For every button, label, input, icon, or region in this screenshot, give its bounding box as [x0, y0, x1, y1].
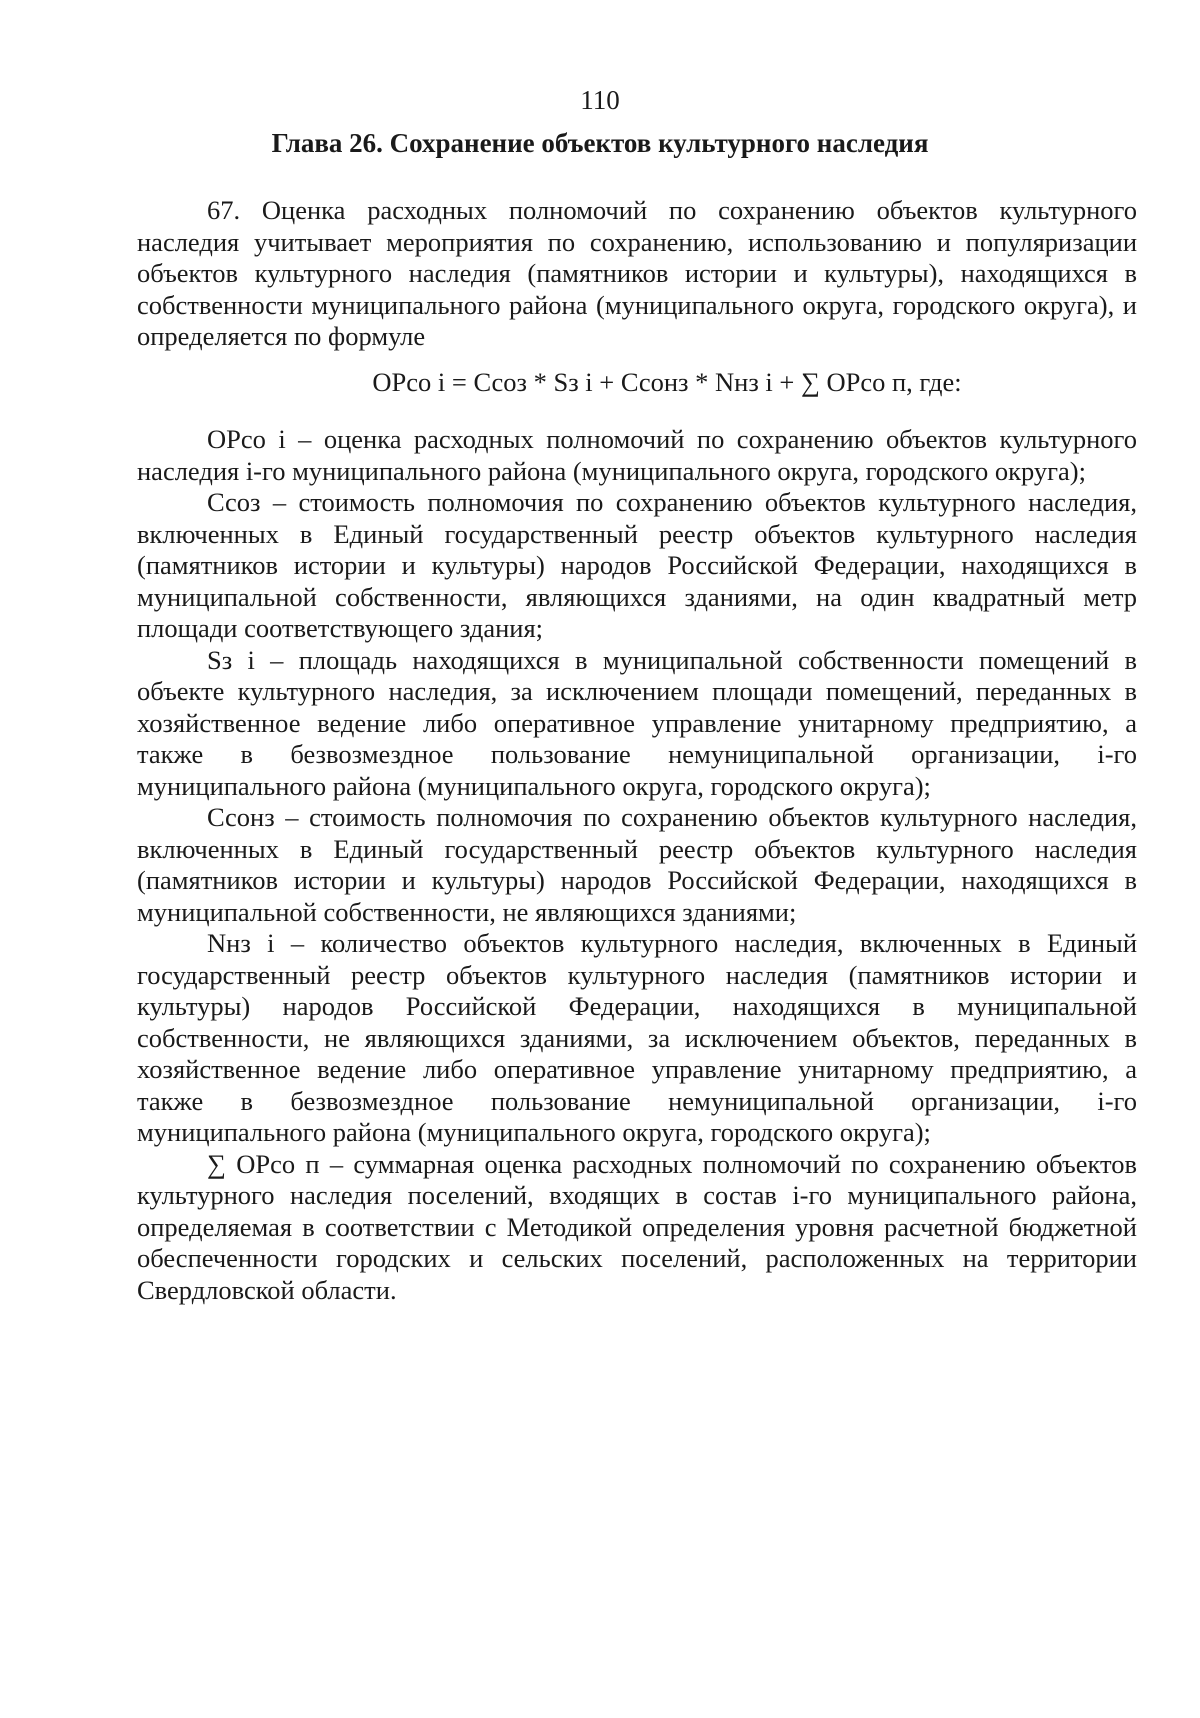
spacer — [137, 412, 1137, 424]
definition-ssonz: Ссонз – стоимость полномочия по сохранению объектов культурного наследия, включенных в Единый государственный реестр объектов культурного наследия (памятников истории и культуры) народов Российской Федерации, находящихся в муниципальной собственности, не являющихся зданиями; — [137, 802, 1137, 927]
definition-ssoz: Ссоз – стоимость полномочия по сохранению объектов культурного наследия, включенных в Единый государственный реестр объектов культурного наследия (памятников истории и культуры) народов Российской Федерации, находящихся в муниципальной собственности, являющихся зданиями, на один квадратный метр площади соответствующего здания; — [137, 487, 1137, 643]
chapter-title: Глава 26. Сохранение объектов культурного наследия — [271, 128, 929, 158]
page-number: 110 — [580, 85, 620, 115]
intro-paragraph: 67. Оценка расходных полномочий по сохранению объектов культурного наследия учитывает мероприятия по сохранению, использованию и популяризации объектов культурного наследия (памятников истории и культуры), находящихся в собственности муниципального района (муниципального округа, городского округа), и определяется по формуле — [137, 195, 1137, 351]
definition-orso-i: ОРсо i – оценка расходных полномочий по сохранению объектов культурного наследия i-го муниципального района (муниципального округа, городского округа); — [137, 424, 1137, 486]
definition-sz-i: Sз i – площадь находящихся в муниципальной собственности помещений в объекте культурного наследия, за исключением площади помещений, переданных в хозяйственное ведение либо оперативное управление унитарному предприятию, а также в безвозмездное пользование немуниципальной организации, i-го муниципального района (муниципального округа, городского округа); — [137, 644, 1137, 801]
formula: ОРсо i = Ссоз * Sз i + Ссонз * Nнз i + ∑ ОРсо п, где: — [372, 366, 962, 397]
definition-sum-orso-p: ∑ ОРсо п – суммарная оценка расходных полномочий по сохранению объектов культурного наследия поселений, входящих в состав i-го муниципального района, определяемая в соответствии с Методикой определения уровня расчетной бюджетной обеспеченности городских и сельских поселений, расположенных на территории Свердловской области. — [137, 1148, 1137, 1305]
definition-nnz-i: Nнз i – количество объектов культурного наследия, включенных в Единый государственный реестр объектов культурного наследия (памятников истории и культуры) народов Российской Федерации, находящихся в муниципальной собственности, не являющихся зданиями, за исключением объектов, переданных в хозяйственное ведение либо оперативное управление унитарному предприятию, а также в безвозмездное пользование немуниципальной организации, i-го муниципального района (муниципального округа, городского округа); — [137, 928, 1137, 1147]
document-body — [137, 195, 1137, 1306]
